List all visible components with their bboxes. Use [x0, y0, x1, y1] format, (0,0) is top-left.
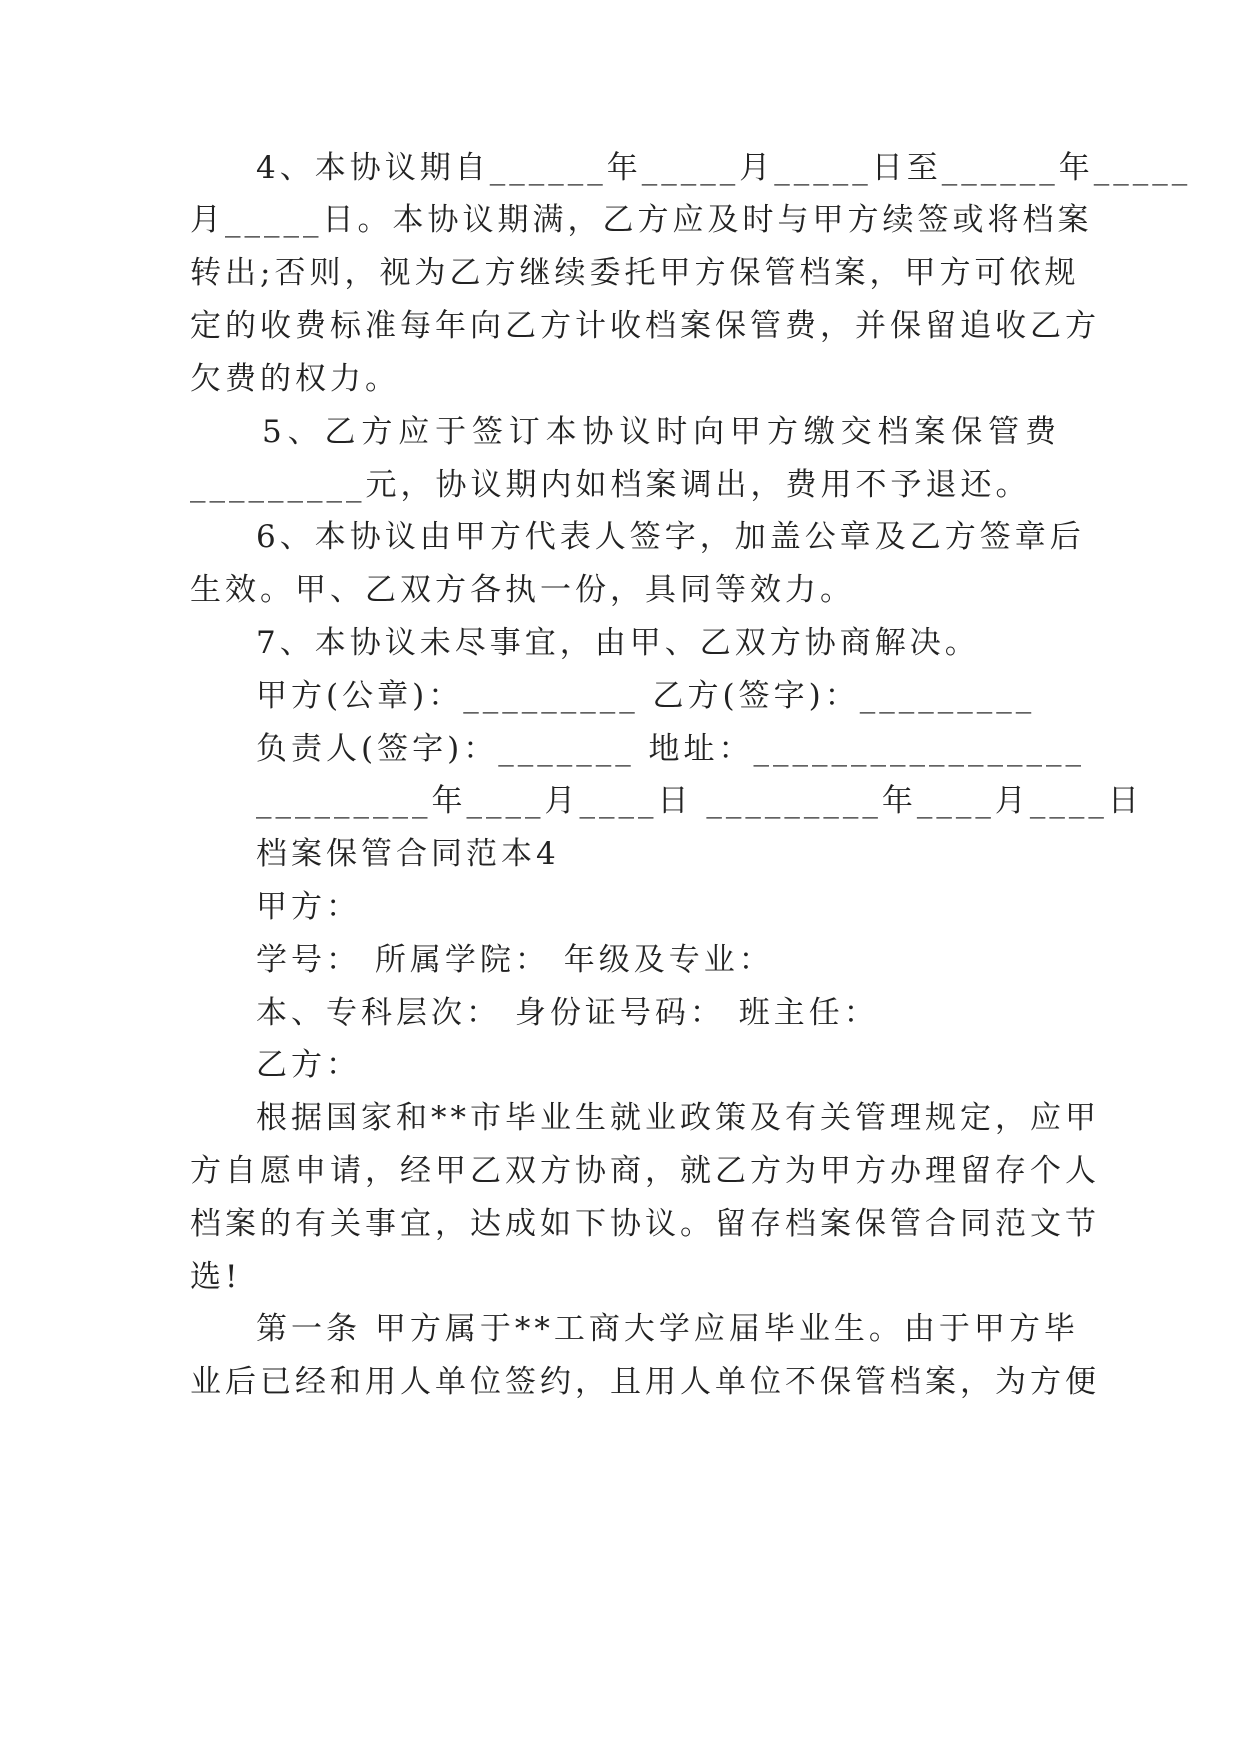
text-line: 选!	[190, 1259, 242, 1295]
text-line: 学号： 所属学院： 年级及专业：	[256, 942, 774, 978]
signature-line-dates: _________年____月____日 _________年____月____日	[256, 783, 1143, 819]
text-line: 本、专科层次： 身份证号码： 班主任：	[256, 995, 879, 1031]
text-line: 第一条 甲方属于**工商大学应届毕业生。由于甲方毕	[256, 1311, 1079, 1347]
text-line: 档案的有关事宜，达成如下协议。留存档案保管合同范文节	[190, 1206, 1100, 1242]
text-line: 定的收费标准每年向乙方计收档案保管费，并保留追收乙方	[190, 308, 1100, 344]
text-line: _________元，协议期内如档案调出，费用不予退还。	[190, 467, 1031, 503]
signature-line-parties: 甲方(公章)：_________ 乙方(签字)：_________	[256, 678, 1036, 714]
text-line: 转出;否则，视为乙方继续委托甲方保管档案，甲方可依规	[190, 255, 1080, 291]
text-line: 6、本协议由甲方代表人签字，加盖公章及乙方签章后	[256, 519, 1085, 555]
text-line: 4、本协议期自______年_____月_____日至______年_____	[256, 150, 1192, 186]
text-line: 甲方：	[256, 889, 361, 925]
signature-line-responsible: 负责人(签字)：_______ 地址：_________________	[256, 731, 1086, 767]
text-line: 7、本协议未尽事宜，由甲、乙双方协商解决。	[256, 625, 980, 661]
text-line: 5、乙方应于签订本协议时向甲方缴交档案保管费	[262, 414, 1060, 450]
text-line: 方自愿申请，经甲乙双方协商，就乙方为甲方办理留存个人	[190, 1153, 1100, 1189]
text-line: 生效。甲、乙双方各执一份，具同等效力。	[190, 572, 855, 608]
section-title: 档案保管合同范本4	[256, 836, 560, 872]
text-line: 根据国家和**市毕业生就业政策及有关管理规定，应甲	[256, 1100, 1100, 1136]
text-line: 欠费的权力。	[190, 361, 400, 397]
text-line: 业后已经和用人单位签约，且用人单位不保管档案，为方便	[190, 1364, 1100, 1400]
text-line: 月_____日。本协议期满，乙方应及时与甲方续签或将档案	[190, 202, 1093, 238]
text-line: 乙方：	[256, 1047, 361, 1083]
